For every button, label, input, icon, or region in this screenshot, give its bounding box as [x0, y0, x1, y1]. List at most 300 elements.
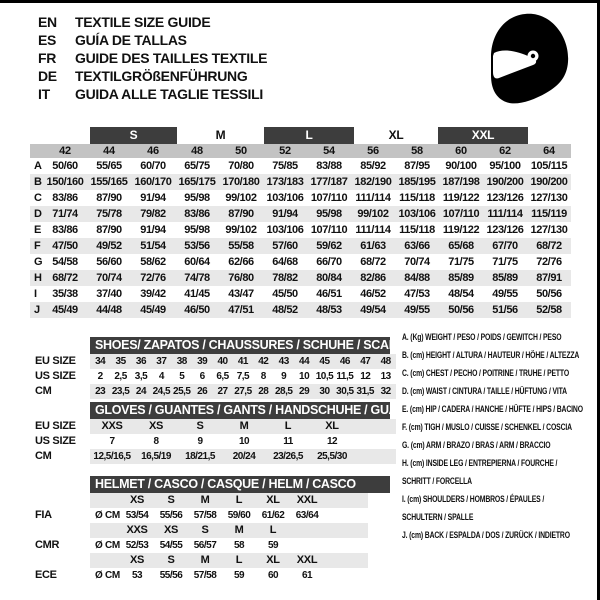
size-value: 43/47 [228, 288, 254, 300]
legend-item-j [402, 527, 583, 545]
value-cell: 29 [299, 386, 310, 397]
data-row [90, 354, 396, 369]
value-cell: 46 [339, 356, 350, 367]
data-row [90, 369, 396, 384]
size-label: S [167, 494, 175, 506]
size-value: 150/160 [46, 176, 84, 188]
size-column-header: 46 [147, 145, 159, 157]
language-row [38, 49, 267, 67]
legend-item-i [402, 491, 583, 527]
row-letter: A [34, 160, 42, 172]
value-cell: S [196, 420, 204, 432]
size-value: 49/55 [404, 304, 430, 316]
size-value: 127/130 [530, 192, 568, 204]
measurement-legend [402, 329, 583, 545]
size-column-header: 42 [59, 145, 71, 157]
value-cell: 25,5/30 [317, 451, 347, 462]
size-value: 95/100 [489, 160, 521, 172]
row-label: FIA [35, 509, 52, 521]
size-value: 83/86 [52, 192, 78, 204]
value-cell: 20/24 [232, 451, 256, 462]
racing-helmet-icon [487, 13, 571, 105]
value-cell: 32 [380, 386, 391, 397]
textile-row-a [30, 158, 571, 174]
value-cell: 12,5/16,5 [93, 451, 131, 462]
value-cell: 2 [97, 371, 103, 382]
textile-size-table [30, 127, 571, 318]
size-value: 51/56 [492, 304, 518, 316]
value-cell: 43 [278, 356, 289, 367]
value-cell: 30,5 [336, 386, 354, 397]
size-band-row [30, 127, 571, 144]
size-value: 80/84 [316, 272, 342, 284]
value-cell: 47 [360, 356, 371, 367]
value-cell: 34 [95, 356, 106, 367]
value-cell: 13 [380, 371, 391, 382]
data-row [90, 449, 396, 464]
value-cell: XL [325, 420, 339, 432]
value-cell: 61/62 [261, 510, 285, 521]
value-cell: 57/58 [193, 510, 217, 521]
row-label: ECE [35, 569, 57, 581]
size-value: 58/62 [140, 256, 166, 268]
helmet-table [90, 476, 390, 583]
value-cell: 23,5 [111, 386, 130, 397]
spacer [35, 493, 89, 508]
size-value: 107/110 [442, 208, 480, 220]
size-label: XS [129, 554, 145, 566]
gloves-table [90, 402, 417, 464]
legend-line: B. (cm) HEIGHT / ALTURA / HAUTEUR / HÖHE / ALTEZZA [402, 350, 580, 361]
value-cell: 10,5 [315, 371, 334, 382]
value-cell: 9 [197, 436, 203, 447]
language-code: IT [38, 86, 50, 102]
legend-item-d [402, 383, 583, 401]
textile-row-f [30, 238, 571, 254]
size-value: 111/114 [355, 192, 391, 204]
size-value: 50/56 [448, 304, 474, 316]
size-value: 84/88 [404, 272, 430, 284]
value-cell: 59 [233, 570, 245, 581]
size-value: 83/88 [316, 160, 342, 172]
size-column-header: 58 [411, 145, 423, 157]
value-cell: 60 [267, 570, 279, 581]
value-cell: 26 [197, 386, 208, 397]
value-cell: 16,5/19 [141, 451, 171, 462]
language-row [38, 67, 267, 85]
size-value: 46/52 [360, 288, 386, 300]
value-cell [290, 538, 324, 553]
size-value: 70/74 [96, 272, 122, 284]
value-cell: XS [148, 420, 164, 432]
size-value: 87/95 [404, 160, 430, 172]
data-row [90, 434, 396, 449]
size-value: 177/187 [310, 176, 348, 188]
size-value: 50/56 [536, 288, 562, 300]
size-value: 95/98 [184, 192, 210, 204]
size-value: 48/52 [272, 304, 298, 316]
value-cell: 42 [258, 356, 269, 367]
value-cell: 10 [299, 371, 310, 382]
helmet-value-row [90, 508, 368, 523]
value-cell: 11,5 [336, 371, 354, 382]
legend-item-c [402, 365, 583, 383]
size-value: 99/102 [225, 224, 257, 236]
value-cell: 59 [267, 540, 279, 551]
data-row [90, 384, 396, 399]
size-value: 45/50 [272, 288, 298, 300]
unit-label: Ø CM [95, 540, 120, 551]
size-value: 52/58 [536, 304, 562, 316]
size-value: 115/118 [399, 192, 435, 204]
size-column-header: 54 [323, 145, 335, 157]
value-cell: 56/57 [193, 540, 217, 551]
value-cell: 61 [301, 570, 313, 581]
textile-table-body [30, 158, 571, 318]
value-cell: 6 [199, 371, 205, 382]
value-cell: 2,5 [114, 371, 127, 382]
size-number-row [30, 144, 571, 158]
size-value: 63/66 [404, 240, 430, 252]
value-cell: 58 [233, 540, 245, 551]
textile-row-b [30, 174, 571, 190]
legend-line: SCHRITT / FORCELLA [402, 476, 472, 487]
value-cell: 24 [135, 386, 147, 397]
size-value: 83/86 [52, 224, 78, 236]
size-label: M [200, 494, 210, 506]
textile-row-g [30, 254, 571, 270]
size-value: 45/49 [140, 304, 166, 316]
value-cell: L [284, 420, 292, 432]
legend-item-g [402, 437, 583, 455]
legend-line: H. (cm) INSIDE LEG / ENTREPIERNA / FOURCHE / [402, 458, 558, 469]
size-label: XS [163, 524, 179, 536]
size-band-m: M [215, 128, 226, 142]
size-value: 103/106 [398, 208, 436, 220]
size-value: 55/58 [228, 240, 254, 252]
spacer [35, 523, 89, 538]
legend-line: SCHULTERN / SPALLE [402, 512, 474, 523]
size-value: 190/200 [486, 176, 524, 188]
size-column-header: 50 [235, 145, 247, 157]
size-value: 103/106 [266, 192, 304, 204]
empty-cell [90, 523, 120, 538]
size-value: 75/85 [272, 160, 298, 172]
spacer [35, 553, 89, 568]
row-label: US SIZE [35, 435, 76, 447]
value-cell: 54/55 [159, 540, 183, 551]
legend-item-b [402, 347, 583, 365]
size-value: 99/102 [225, 192, 257, 204]
size-value: 60/70 [140, 160, 166, 172]
size-column-header: 48 [191, 145, 203, 157]
size-value: 68/72 [52, 272, 78, 284]
value-cell: 28,5 [274, 386, 293, 397]
row-letter: G [34, 256, 43, 268]
value-cell: 23 [95, 386, 106, 397]
size-value: 59/62 [316, 240, 342, 252]
value-cell: 27 [217, 386, 228, 397]
empty-cell [90, 493, 120, 508]
language-code: ES [38, 32, 57, 48]
size-band-xxl: XXL [438, 127, 528, 144]
size-value: 53/56 [184, 240, 210, 252]
language-list [38, 13, 267, 103]
size-label: L [235, 494, 243, 506]
row-label: EU SIZE [35, 420, 76, 432]
size-label: XXS [126, 524, 148, 536]
size-value: 65/75 [184, 160, 210, 172]
size-value: 44/48 [96, 304, 122, 316]
language-title: GUÍA DE TALLAS [75, 32, 187, 48]
size-value: 173/183 [266, 176, 304, 188]
size-value: 95/98 [184, 224, 210, 236]
value-cell: 4 [158, 371, 164, 382]
legend-item-a [402, 329, 583, 347]
size-value: 62/66 [228, 256, 254, 268]
row-letter: D [34, 208, 42, 220]
size-value: 119/122 [442, 224, 480, 236]
size-value: 115/118 [399, 224, 435, 236]
size-value: 165/175 [178, 176, 216, 188]
language-row [38, 13, 267, 31]
size-value: 46/50 [184, 304, 210, 316]
textile-row-e [30, 222, 571, 238]
frame-top-border [0, 0, 600, 3]
value-cell: 28 [258, 386, 269, 397]
textile-row-h [30, 270, 571, 286]
row-letter: B [34, 176, 42, 188]
size-value: 91/94 [272, 208, 298, 220]
size-value: 46/51 [316, 288, 342, 300]
value-cell: 63/64 [295, 510, 319, 521]
size-value: 72/76 [140, 272, 166, 284]
row-letter: J [34, 304, 41, 316]
size-value: 74/78 [184, 272, 210, 284]
value-cell: 12 [326, 436, 338, 447]
size-label: S [201, 524, 209, 536]
size-value: 51/54 [140, 240, 166, 252]
legend-item-h [402, 455, 583, 491]
size-value: 95/98 [316, 208, 342, 220]
legend-line: E. (cm) HIP / CADERA / HANCHE / HÜFTE / HIPS / BACINO [402, 404, 583, 415]
gloves-row-labels [35, 419, 89, 464]
size-value: 185/195 [398, 176, 436, 188]
textile-row-i [30, 286, 571, 302]
size-column-header: 64 [543, 145, 555, 157]
size-value: 160/170 [134, 176, 172, 188]
value-cell: 27,5 [234, 386, 252, 397]
size-band-l: L [264, 127, 354, 144]
size-value: 41/45 [184, 288, 210, 300]
value-cell: 53/54 [125, 510, 149, 521]
size-value: 48/54 [448, 288, 474, 300]
row-letter: E [34, 224, 42, 236]
value-cell: 31,5 [356, 386, 374, 397]
helmet-section-title: HELMET / CASCO / CASQUE / HELM / CASCO [90, 476, 390, 493]
size-label: XS [129, 494, 145, 506]
value-cell: 18/21,5 [185, 451, 215, 462]
size-value: 71/74 [52, 208, 78, 220]
size-value: 105/115 [530, 160, 568, 172]
unit-label: Ø CM [95, 510, 120, 521]
value-cell: 36 [135, 356, 147, 367]
size-value: 119/122 [442, 192, 480, 204]
size-label: XXL [296, 554, 318, 566]
value-cell: 55/56 [159, 570, 183, 581]
size-column-header: 60 [455, 145, 467, 157]
size-value: 45/49 [52, 304, 78, 316]
shoes-section-title: SHOES/ ZAPATOS / CHAUSSURES / SCHUHE / SCARPE [90, 337, 390, 354]
size-value: 39/42 [140, 288, 166, 300]
empty-cell [90, 553, 120, 568]
size-label: XL [266, 554, 280, 566]
row-letter: I [34, 288, 38, 300]
size-column-header: 62 [499, 145, 511, 157]
row-label: CMR [35, 539, 60, 551]
language-code: FR [38, 50, 57, 66]
size-value: 111/114 [355, 224, 391, 236]
helmet-row-labels [35, 493, 89, 583]
helmet-size-row [90, 523, 368, 538]
size-band-xl: XL [388, 128, 404, 142]
size-value: 79/82 [140, 208, 166, 220]
size-value: 68/72 [536, 240, 562, 252]
legend-line: A. (Kg) WEIGHT / PESO / POIDS / GEWITCH / PESO [402, 332, 562, 343]
size-label: M [234, 524, 244, 536]
value-cell: 6,5 [216, 371, 229, 382]
value-cell: 55/56 [159, 510, 183, 521]
value-cell: 7,5 [236, 371, 250, 382]
size-value: 75/78 [96, 208, 122, 220]
size-value: 111/114 [487, 208, 523, 220]
textile-row-j [30, 302, 571, 318]
size-value: 99/102 [357, 208, 389, 220]
legend-line: C. (cm) CHEST / PECHO / POITRINE / TRUHE / PETTO [402, 368, 570, 379]
value-cell: 25,5 [173, 386, 191, 397]
legend-item-f [402, 419, 583, 437]
language-code: EN [38, 14, 57, 30]
textile-row-c [30, 190, 571, 206]
size-value: 68/72 [360, 256, 386, 268]
row-label: CM [35, 385, 52, 397]
size-value: 91/94 [140, 224, 166, 236]
value-cell: 7 [109, 436, 115, 447]
language-title: GUIDA ALLE TAGLIE TESSILI [75, 86, 263, 102]
value-cell: 9 [281, 371, 287, 382]
size-value: 48/53 [316, 304, 342, 316]
size-value: 70/80 [228, 160, 254, 172]
legend-line: D. (cm) WAIST / CINTURA / TAILLE / HÜFTUNG / VITA [402, 386, 567, 397]
size-value: 78/82 [272, 272, 298, 284]
size-value: 55/65 [96, 160, 122, 172]
row-label: US SIZE [35, 370, 76, 382]
size-value: 49/55 [492, 288, 518, 300]
value-cell: 53 [131, 570, 143, 581]
size-value: 87/91 [536, 272, 562, 284]
helmet-value-row [90, 538, 368, 553]
size-value: 64/68 [272, 256, 298, 268]
legend-line: I. (cm) SHOULDERS / HOMBROS / ÉPAULES / [402, 494, 545, 505]
size-value: 49/52 [96, 240, 122, 252]
size-value: 187/198 [442, 176, 480, 188]
size-value: 65/68 [448, 240, 474, 252]
helmet-value-row [90, 568, 368, 583]
size-value: 61/63 [360, 240, 386, 252]
size-value: 123/126 [486, 224, 524, 236]
size-value: 82/86 [360, 272, 386, 284]
gloves-section-title: GLOVES / GUANTES / GANTS / HANDSCHUHE / GUANTI [90, 402, 390, 419]
unit-label: Ø CM [95, 570, 120, 581]
size-value: 71/75 [492, 256, 518, 268]
size-value: 107/110 [310, 192, 348, 204]
value-cell: XXS [101, 420, 123, 432]
row-label: CM [35, 450, 52, 462]
value-cell: 8 [153, 436, 159, 447]
size-value: 123/126 [486, 192, 524, 204]
value-cell: 45 [319, 356, 330, 367]
size-value: 50/60 [52, 160, 78, 172]
helmet-size-row [90, 553, 368, 568]
legend-line: G. (cm) ARM / BRAZO / BRAS / ARM / BRACCIO [402, 440, 551, 451]
size-value: 70/74 [404, 256, 430, 268]
value-cell: 48 [380, 356, 391, 367]
size-value: 35/38 [52, 288, 78, 300]
value-cell: 52/53 [125, 540, 149, 551]
value-cell: 24,5 [152, 386, 171, 397]
data-row [90, 419, 396, 434]
shoes-row-labels [35, 354, 89, 399]
language-title: TEXTILE SIZE GUIDE [75, 14, 211, 30]
size-value: 76/80 [228, 272, 254, 284]
language-code: DE [38, 68, 57, 84]
size-value: 107/110 [310, 224, 348, 236]
size-label: L [269, 524, 277, 536]
size-value: 85/89 [448, 272, 474, 284]
row-letter: F [34, 240, 41, 252]
size-label: XXL [296, 494, 318, 506]
size-value: 60/64 [184, 256, 210, 268]
value-cell: 35 [115, 356, 126, 367]
size-label: S [167, 554, 175, 566]
size-value: 54/58 [52, 256, 78, 268]
row-letter: C [34, 192, 42, 204]
size-column-header: 44 [103, 145, 115, 157]
legend-line: J. (cm) BACK / ESPALDA / DOS / ZURÜCK / INDIETRO [402, 530, 570, 541]
textile-row-d [30, 206, 571, 222]
size-value: 90/100 [445, 160, 477, 172]
value-cell: 23/26,5 [273, 451, 303, 462]
value-cell: 37 [156, 356, 167, 367]
value-cell: 39 [197, 356, 208, 367]
size-value: 85/92 [360, 160, 386, 172]
size-value: 190/200 [530, 176, 568, 188]
legend-item-e [402, 401, 583, 419]
size-value: 87/90 [228, 208, 254, 220]
language-row [38, 85, 267, 103]
value-cell: 5 [179, 371, 185, 382]
legend-line: F. (cm) TIGH / MUSLO / CUISSE / SCHENKEL / COSCIA [402, 422, 572, 433]
size-value: 47/50 [52, 240, 78, 252]
size-band-s: S [90, 127, 177, 144]
size-value: 47/53 [404, 288, 430, 300]
value-cell: 40 [217, 356, 228, 367]
value-cell: 38 [176, 356, 187, 367]
size-value: 66/70 [316, 256, 342, 268]
size-label [290, 523, 324, 538]
value-cell: 57/58 [193, 570, 217, 581]
size-value: 182/190 [354, 176, 392, 188]
